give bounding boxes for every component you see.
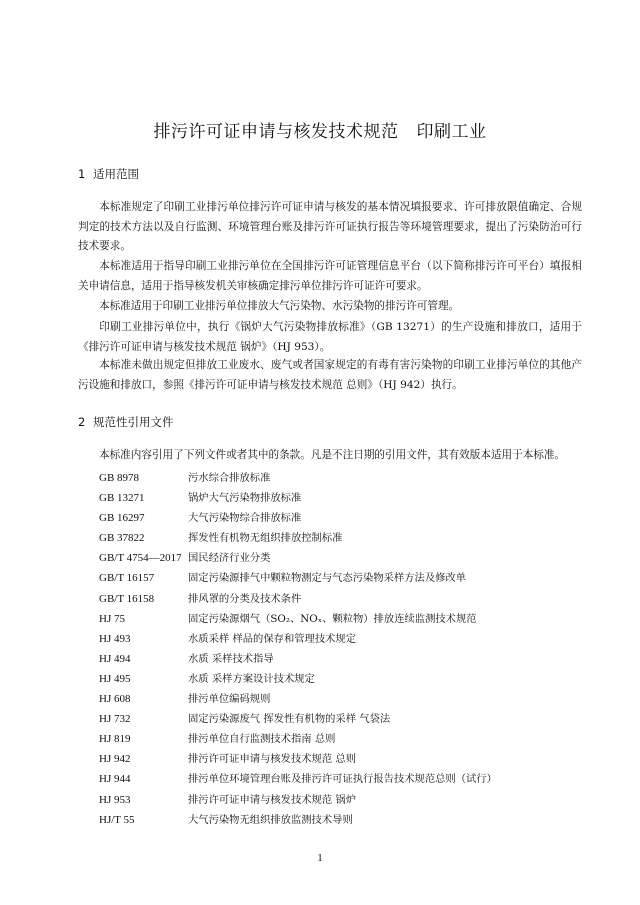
title-sub: 印刷工业	[416, 122, 487, 142]
reference-item	[99, 508, 497, 528]
paragraph	[78, 446, 582, 466]
title-main: 排污许可证申请与核发技术规范	[153, 122, 399, 142]
reference-code: HJ 944	[99, 773, 131, 786]
paragraph	[78, 198, 582, 257]
document-title	[0, 117, 640, 142]
reference-list	[99, 468, 497, 830]
reference-title: 水质 采样方案设计技术规定	[188, 672, 315, 685]
paragraph-text: 本标准适用于指导印刷工业排污单位在全国排污许可证管理信息平台（以下简称排污许可平台）填报相关申请信息，适用于指导核发机关审核确定排污单位排污许可证许可要求。	[78, 260, 582, 292]
reference-code: HJ 493	[99, 632, 131, 645]
reference-code: HJ/T 55	[99, 813, 135, 826]
reference-title: 大气污染物综合排放标准	[188, 512, 302, 525]
reference-item	[99, 729, 497, 749]
paragraph	[78, 257, 582, 296]
reference-item	[99, 528, 497, 548]
section-heading-text: 规范性引用文件	[93, 415, 174, 429]
reference-item	[99, 769, 497, 789]
reference-title: 排污单位环境管理台账及排污许可证执行报告技术规范总则（试行）	[188, 773, 497, 786]
reference-title: 排风罩的分类及技术条件	[188, 592, 302, 605]
reference-title: 国民经济行业分类	[188, 552, 271, 565]
section-heading-text: 适用范围	[93, 167, 139, 181]
reference-code: HJ 75	[99, 612, 125, 625]
reference-code: GB/T 16157	[99, 572, 155, 585]
reference-title: 排污单位自行监测技术指南 总则	[188, 733, 336, 746]
reference-item	[99, 548, 497, 568]
reference-item	[99, 749, 497, 769]
reference-code: HJ 819	[99, 733, 131, 746]
reference-code: HJ 732	[99, 713, 131, 726]
section-2-heading	[78, 414, 174, 430]
reference-item	[99, 669, 497, 689]
reference-title: 排污许可证申请与核发技术规范 锅炉	[188, 793, 357, 806]
reference-title: 大气污染物无组织排放监测技术导则	[188, 813, 353, 826]
reference-code: GB/T 4754—2017	[99, 552, 182, 565]
reference-title: 固定污染源烟气（SO₂、NOₓ、颗粒物）排放连续监测技术规范	[188, 612, 477, 625]
reference-title: 水质 采样技术指导	[188, 652, 274, 665]
reference-item	[99, 689, 497, 709]
reference-code: GB 8978	[99, 472, 140, 484]
paragraph-text: 本标准内容引用了下列文件或者其中的条款。凡是不注日期的引用文件，其有效版本适用于本标准。	[99, 449, 566, 461]
reference-code: HJ 942	[99, 753, 131, 766]
reference-title: 排污许可证申请与核发技术规范 总则	[188, 753, 357, 766]
paragraph-text: 本标准未做出规定但排放工业废水、废气或者国家规定的有毒有害污染物的印刷工业排污单位的其他产污设施和排放口，参照《排污许可证申请与核发技术规范 总则》（HJ 942）执行。	[78, 359, 582, 391]
reference-item	[99, 568, 497, 588]
reference-code: HJ 608	[99, 693, 131, 706]
reference-code: GB 13271	[99, 492, 145, 505]
reference-title: 锅炉大气污染物排放标准	[188, 492, 302, 505]
reference-title: 水质采样 样品的保存和管理技术规定	[188, 632, 357, 645]
paragraph	[78, 318, 582, 357]
reference-item	[99, 609, 497, 629]
reference-item	[99, 790, 497, 810]
reference-title: 排污单位编码规则	[188, 693, 271, 706]
section-number: 1	[78, 167, 86, 181]
reference-title: 固定污染源排气中颗粒物测定与气态污染物采样方法及修改单	[188, 572, 467, 585]
reference-code: HJ 495	[99, 672, 131, 685]
reference-title: 污水综合排放标准	[188, 472, 271, 484]
reference-item	[99, 649, 497, 669]
section-1-heading	[78, 166, 139, 182]
paragraph-text: 印刷工业排污单位中，执行《锅炉大气污染物排放标准》（GB 13271）的生产设施和排放口，适用于《排污许可证申请与核发技术规范 锅炉》（HJ 953）。	[78, 321, 582, 353]
reference-item	[99, 810, 497, 830]
reference-item	[99, 629, 497, 649]
reference-title: 挥发性有机物无组织排放控制标准	[188, 532, 343, 545]
reference-code: GB 16297	[99, 512, 145, 525]
reference-code: GB 37822	[99, 532, 145, 545]
reference-item	[99, 709, 497, 729]
reference-code: HJ 494	[99, 652, 131, 665]
paragraph	[78, 356, 582, 395]
paragraph-text: 本标准规定了印刷工业排污单位排污许可证申请与核发的基本情况填报要求、许可排放限值确定、合规判定的技术方法以及自行监测、环境管理台账及排污许可证执行报告等环境管理要求，提出了污染防治可行技术要求。	[78, 201, 582, 252]
section-number: 2	[78, 415, 86, 429]
paragraph-text: 本标准适用于印刷工业排污单位排放大气污染物、水污染物的排污许可管理。	[99, 300, 460, 312]
reference-code: GB/T 16158	[99, 592, 155, 605]
page-number: 1	[317, 852, 323, 864]
reference-item	[99, 488, 497, 508]
reference-title: 固定污染源废气 挥发性有机物的采样 气袋法	[188, 713, 391, 726]
paragraph	[78, 297, 582, 317]
reference-item	[99, 468, 497, 488]
reference-item	[99, 589, 497, 609]
reference-code: HJ 953	[99, 793, 131, 806]
